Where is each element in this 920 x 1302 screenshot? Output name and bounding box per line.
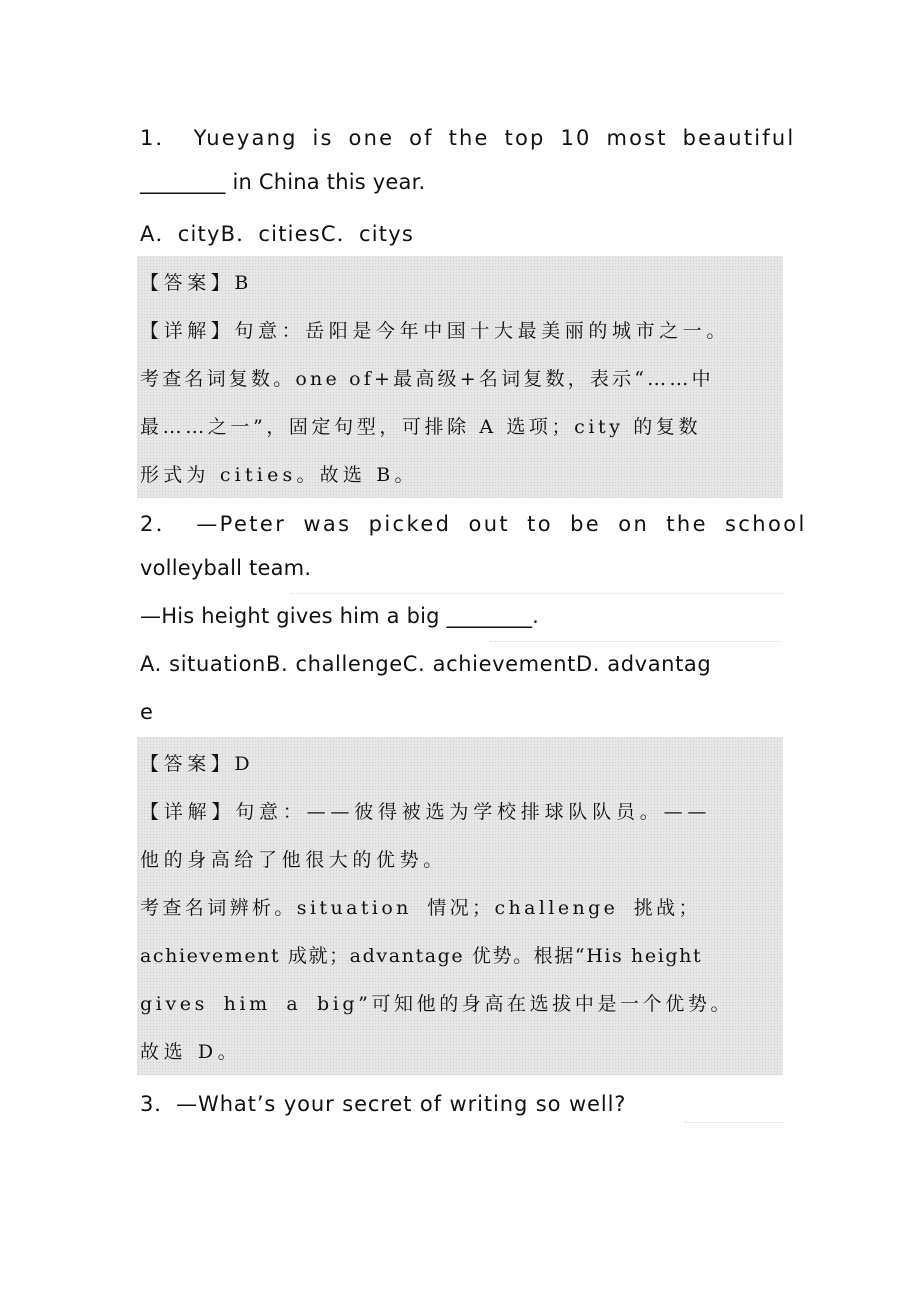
question-2-explanation-line-2: 他的身高给了他很大的优势。 — [140, 849, 447, 871]
question-1-explanation-line-2: 考查名词复数。one of+最高级+名词复数，表示“……中 — [140, 368, 714, 390]
question-2-stem-line-3: —His height gives him a big ________. — [140, 604, 540, 628]
question-2-explanation-line-5: gives him a big”可知他的身高在选拔中是一个优势。 — [140, 993, 734, 1015]
question-1-stem-line-1: 1． Yueyang is one of the top 10 most beautiful — [140, 126, 796, 150]
question-1-options: A．cityB．citiesC．citys — [140, 222, 414, 246]
question-1-explanation-line-3: 最……之一”，固定句型，可排除 A 选项；city 的复数 — [140, 416, 702, 438]
question-2-answer: 【答案】D — [140, 753, 255, 775]
question-1-answer: 【答案】B — [140, 272, 253, 294]
question-2-options-line-1: A. situationB. challengeC. achievementD. advantag — [140, 652, 712, 676]
question-2-stem-line-2: volleyball team. — [140, 556, 312, 580]
question-1-stem-line-2: ________ in China this year. — [140, 170, 426, 194]
question-2-answer-box — [137, 737, 783, 1075]
question-1-explanation-line-4: 形式为 cities。故选 B。 — [140, 464, 418, 486]
question-3-stem-line-1: 3．—What’s your secret of writing so well? — [140, 1092, 627, 1116]
question-2-options-line-2: e — [140, 700, 154, 724]
dotted-rule — [290, 593, 783, 594]
question-1-answer-box — [137, 256, 783, 498]
question-2-explanation-line-6: 故选 D。 — [140, 1041, 242, 1063]
question-2-stem-line-1: 2． —Peter was picked out to be on the school — [140, 512, 807, 536]
dotted-rule — [685, 1122, 783, 1123]
dotted-rule — [490, 641, 780, 642]
question-1-explanation-line-1: 【详解】句意：岳阳是今年中国十大最美丽的城市之一。 — [140, 320, 731, 342]
question-2-explanation-line-4: achievement 成就；advantage 优势。根据“His height — [140, 945, 703, 967]
question-2-explanation-line-1: 【详解】句意：——彼得被选为学校排球队队员。—— — [140, 801, 712, 823]
question-2-explanation-line-3: 考查名词辨析。situation 情况；challenge 挑战； — [140, 897, 701, 919]
